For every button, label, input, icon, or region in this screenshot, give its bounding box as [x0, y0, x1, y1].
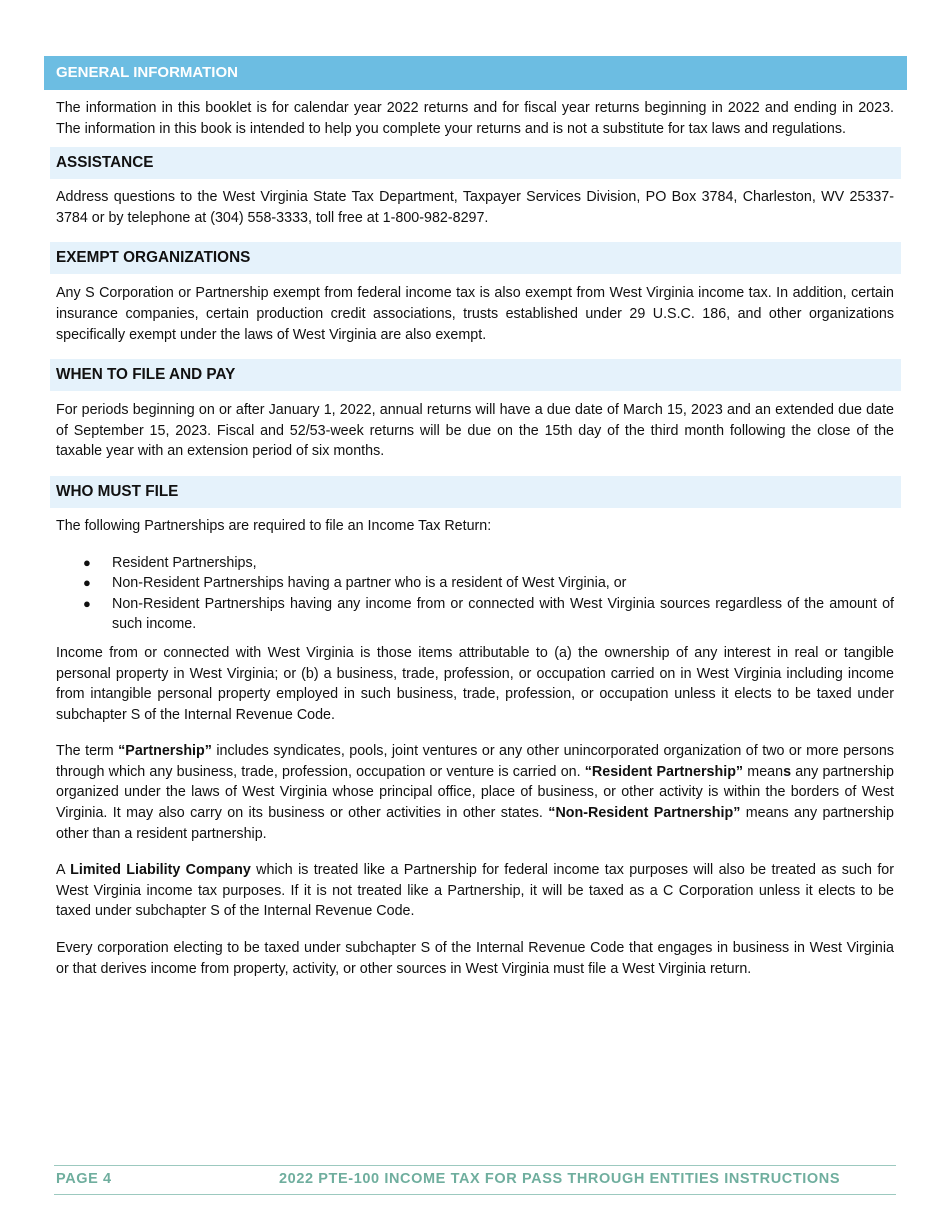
list-item: ● Non-Resident Partnerships having any income from or connected with West Virginia sources regardless of the amount of such income. — [83, 595, 894, 633]
list-item: ● Resident Partnerships, — [112, 553, 894, 574]
list-item: ● Non-Resident Partnerships having a partner who is a resident of West Virginia, or — [112, 573, 894, 594]
footer-title: 2022 PTE-100 INCOME TAX FOR PASS THROUGH ENTITIES INSTRUCTIONS — [279, 1171, 841, 1187]
income-definition-text: Income from or connected with West Virginia is those items attributable to (a) the ownership of any interest in real or tangible personal property in West Virginia; or (b) a business, trade, profession, or occupation carried on in West Virginia including income from intangible personal property employed in such business, trade, profession, or occupation unless it elects to be taxed under subchapter S of the Internal Revenue Code. — [56, 644, 894, 723]
page-number: PAGE 4 — [56, 1171, 112, 1187]
bullet-icon: ● — [83, 595, 91, 611]
bullet-icon: ● — [83, 575, 91, 591]
assistance-heading: ASSISTANCE — [50, 147, 901, 179]
llc-text: A Limited Liability Company which is treated like a Partnership for federal income tax purposes will also be treated as such for West Virginia income tax purposes. If it is not treated like a Partnership, it will be taxed as a C Corporation unless it elects to be taxed under subchapter S of the Internal Revenue Code. — [56, 862, 895, 920]
general-information-text: The information in this booklet is for calendar year 2022 returns and for fiscal year returns beginning in 2022 and ending in 2023. The information in this book is intended to help you complete your returns and is not a substitute for tax laws and regulations. — [56, 100, 894, 137]
general-information-heading: GENERAL INFORMATION — [44, 56, 907, 90]
bullet-icon: ● — [83, 554, 91, 570]
when-to-file-heading: WHEN TO FILE AND PAY — [50, 359, 901, 391]
when-to-file-text: For periods beginning on or after January 1, 2022, annual returns will have a due date of March 15, 2023 and an extended due date of September 15, 2023. Fiscal and 52/53-week returns will be due on the 15th day of the third month following the close of the taxable year with an extension period of six months. — [56, 402, 894, 460]
assistance-text: Address questions to the West Virginia State Tax Department, Taxpayer Services Division, PO Box 3784, Charleston, WV 25337-3784 or by telephone at (304) 558-3333, toll free at 1-800-982-8297. — [56, 189, 894, 226]
who-must-file-intro: The following Partnerships are required to file an Income Tax Return: — [56, 517, 492, 534]
exempt-organizations-heading: EXEMPT ORGANIZATIONS — [50, 242, 901, 274]
who-must-file-heading: WHO MUST FILE — [50, 476, 901, 508]
page-footer — [54, 1165, 896, 1195]
filer-list — [44, 553, 907, 635]
document-page — [44, 56, 907, 979]
partnership-term-text: The term “Partnership” includes syndicates, pools, joint ventures or any other unincorporated organization of two or more persons through which any business, trade, profession, occupation or venture is carried on. “Resident Partnership” means any partnership organized under the laws of West Virginia whose principal office, place of business, or other activity is within the borders of West Virginia. It may also carry on its business or other activities in other states. “Non-Resident Partnership” means any partnership other than a resident partnership. — [56, 743, 894, 842]
exempt-organizations-text: Any S Corporation or Partnership exempt from federal income tax is also exempt from West Virginia income tax. In addition, certain insurance companies, certain production credit associations, trusts established under 29 U.S.C. 186, and other organizations specifically exempt under the laws of West Virginia are also exempt. — [56, 285, 894, 343]
s-corporation-text: Every corporation electing to be taxed under subchapter S of the Internal Revenue Code that engages in business in West Virginia or that derives income from property, activity, or other sources in West Virginia must file a West Virginia return. — [56, 940, 894, 977]
